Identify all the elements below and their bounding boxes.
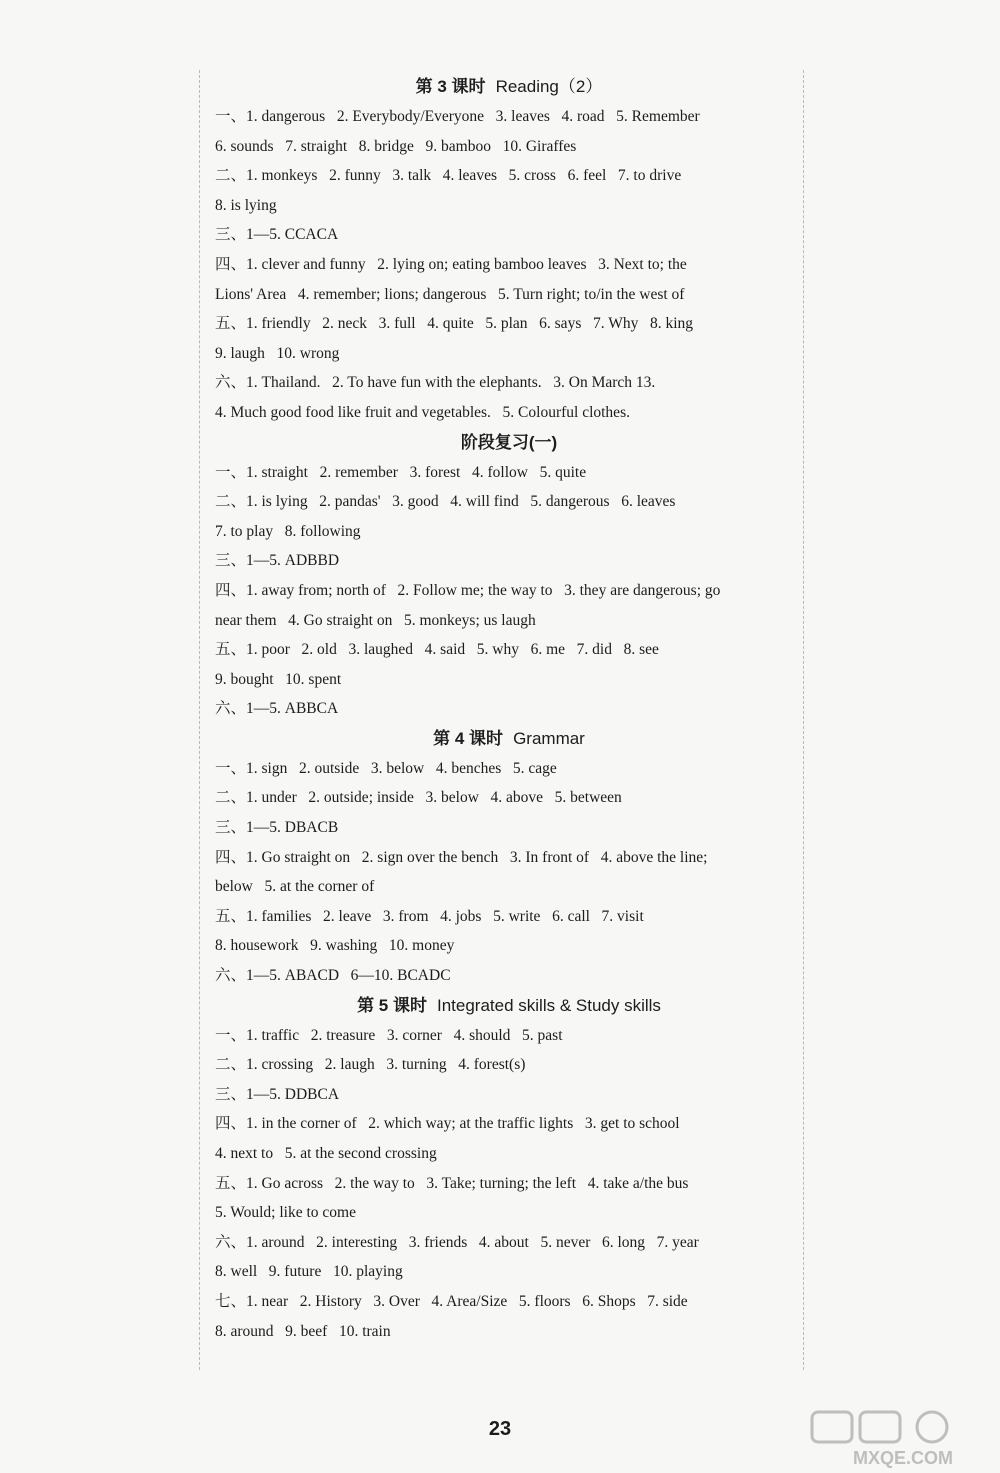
answer-line: 8. around 9. beef 10. train bbox=[215, 1322, 391, 1340]
section-title bbox=[215, 724, 803, 754]
answer-line: 五、1. families 2. leave 3. from 4. jobs 5. write 6. call 7. visit bbox=[215, 907, 644, 925]
answer-line: 五、1. Go across 2. the way to 3. Take; turning; the left 4. take a/the bus bbox=[215, 1174, 689, 1192]
answer-line: 四、1. in the corner of 2. which way; at the traffic lights 3. get to school bbox=[215, 1115, 680, 1133]
answer-line: 6. sounds 7. straight 8. bridge 9. bamboo 10. Giraffes bbox=[215, 137, 577, 155]
answer-line: 六、1. Thailand. 2. To have fun with the elephants. 3. On March 13. bbox=[215, 374, 656, 392]
answer-line: 二、1. under 2. outside; inside 3. below 4. above 5. between bbox=[215, 789, 622, 807]
answer-line: below 5. at the corner of bbox=[215, 878, 375, 896]
watermark-graphic bbox=[808, 1408, 998, 1468]
answer-line: 9. laugh 10. wrong bbox=[215, 344, 340, 362]
answer-line: 8. well 9. future 10. playing bbox=[215, 1263, 403, 1281]
answer-line: 5. Would; like to come bbox=[215, 1204, 356, 1222]
page-number: 23 bbox=[488, 1418, 512, 1440]
section-title-zh: 阶段复习(一) bbox=[460, 432, 558, 452]
answer-line: 五、1. poor 2. old 3. laughed 4. said 5. why 6. me 7. did 8. see bbox=[215, 641, 659, 659]
right-margin-rule bbox=[803, 70, 804, 1370]
answer-line: 六、1. around 2. interesting 3. friends 4. about 5. never 6. long 7. year bbox=[215, 1233, 699, 1251]
answer-line: 一、1. dangerous 2. Everybody/Everyone 3. leaves 4. road 5. Remember bbox=[215, 108, 700, 125]
answer-line: 4. next to 5. at the second crossing bbox=[215, 1145, 437, 1162]
answer-line: 二、1. is lying 2. pandas' 3. good 4. will find 5. dangerous 6. leaves bbox=[215, 493, 676, 511]
section-title bbox=[215, 428, 803, 458]
answer-line: 一、1. sign 2. outside 3. below 4. benches 5. cage bbox=[215, 759, 557, 777]
left-margin-rule bbox=[199, 70, 200, 1370]
answer-line: 四、1. away from; north of 2. Follow me; the way to 3. they are dangerous; go bbox=[215, 581, 721, 599]
answer-line: near them 4. Go straight on 5. monkeys; us laugh bbox=[215, 611, 536, 629]
answer-line: 三、1—5. ADBBD bbox=[215, 552, 340, 570]
answer-line: 二、1. monkeys 2. funny 3. talk 4. leaves 5. cross 6. feel 7. to drive bbox=[215, 167, 682, 185]
answer-line: 一、1. traffic 2. treasure 3. corner 4. should 5. past bbox=[215, 1026, 563, 1044]
answer-content bbox=[215, 72, 803, 1346]
answer-line: 一、1. straight 2. remember 3. forest 4. follow 5. quite bbox=[215, 463, 587, 481]
watermark-text: MXQE.COM bbox=[852, 1448, 954, 1468]
answer-line: 六、1—5. ABACD 6—10. BCADC bbox=[215, 967, 451, 985]
answer-line: 四、1. Go straight on 2. sign over the bench 3. In front of 4. above the line; bbox=[215, 848, 708, 866]
section-title bbox=[215, 72, 803, 102]
watermark-logo bbox=[808, 1408, 998, 1468]
answer-line: 六、1—5. ABBCA bbox=[215, 700, 339, 718]
section-title-zh: 第 4 课时 bbox=[433, 728, 504, 748]
answer-line: 三、1—5. DBACB bbox=[215, 819, 339, 837]
section-title-en: Integrated skills & Study skills bbox=[436, 995, 661, 1015]
section-title-en: Grammar bbox=[513, 728, 585, 748]
answer-line: 8. is lying bbox=[215, 196, 277, 214]
answer-line: 7. to play 8. following bbox=[215, 522, 361, 540]
answer-line: 四、1. clever and funny 2. lying on; eating bamboo leaves 3. Next to; the bbox=[215, 255, 687, 273]
answer-line: Lions' Area 4. remember; lions; dangerous 5. Turn right; to/in the west of bbox=[215, 285, 685, 303]
section-title bbox=[215, 991, 803, 1021]
section-title-en: Reading（2） bbox=[495, 77, 603, 96]
answer-line: 三、1—5. DDBCA bbox=[215, 1085, 340, 1103]
answer-line: 三、1—5. CCACA bbox=[215, 226, 339, 244]
answer-line: 二、1. crossing 2. laugh 3. turning 4. forest(s) bbox=[215, 1056, 526, 1074]
section-title-zh: 第 3 课时 bbox=[415, 77, 486, 96]
answer-line: 七、1. near 2. History 3. Over 4. Area/Size 5. floors 6. Shops 7. side bbox=[215, 1292, 688, 1310]
answer-line: 4. Much good food like fruit and vegetables. 5. Colourful clothes. bbox=[215, 403, 630, 421]
answer-line: 8. housework 9. washing 10. money bbox=[215, 937, 455, 955]
answer-line: 9. bought 10. spent bbox=[215, 670, 342, 688]
answer-line: 五、1. friendly 2. neck 3. full 4. quite 5. plan 6. says 7. Why 8. king bbox=[215, 315, 694, 333]
section-title-zh: 第 5 课时 bbox=[357, 995, 427, 1015]
